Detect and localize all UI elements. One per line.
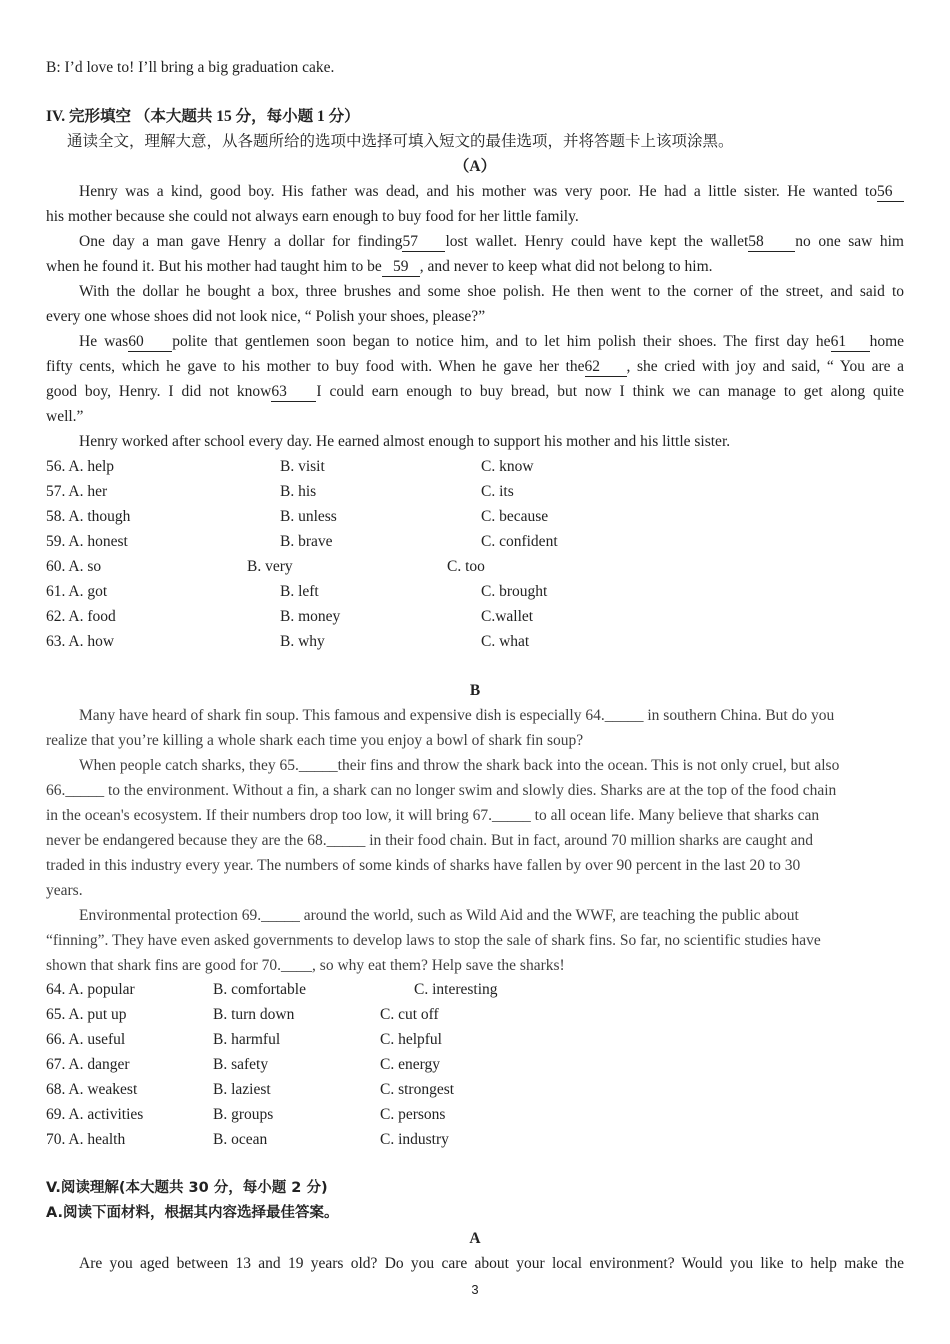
option-c[interactable]: C. because (481, 508, 549, 525)
option-b[interactable]: B. groups (213, 1106, 274, 1123)
passage-a-line: when he found it. But his mother had taught him to be 59 , and never to keep what did not belong to him. (46, 258, 713, 275)
blank-60[interactable]: 60 (128, 332, 172, 352)
option-a[interactable]: 68. A. weakest (46, 1081, 138, 1098)
passage-a-line: He was60 polite that gentlemen soon began to notice him, and to let him polish their shoes. The first day he61 home (79, 333, 904, 350)
option-b[interactable]: B. why (280, 633, 325, 650)
option-a[interactable]: 61. A. got (46, 583, 108, 600)
section-4-heading: IV. 完形填空 （本大题共 15 分，每小题 1 分） (46, 108, 360, 125)
passage-a-line: Henry worked after school every day. He earned almost enough to support his mother and his little sister. (79, 433, 731, 450)
option-c[interactable]: C. its (481, 483, 514, 500)
option-a[interactable]: 60. A. so (46, 558, 102, 575)
option-a[interactable]: 57. A. her (46, 483, 108, 500)
passage-a-line: fifty cents, which he gave to his mother to buy food with. When he gave her the62 , she cried with joy and said, “ You are a (46, 358, 904, 375)
option-c[interactable]: C. know (481, 458, 534, 475)
blank-56[interactable]: 56 (877, 182, 904, 202)
option-b[interactable]: B. harmful (213, 1031, 281, 1048)
option-c[interactable]: C. interesting (414, 981, 498, 998)
passage-b-line: Many have heard of shark fin soup. This famous and expensive dish is especially 64._____ in southern China. But do you (79, 707, 835, 724)
option-c[interactable]: C. persons (380, 1106, 446, 1123)
option-a[interactable]: 65. A. put up (46, 1006, 127, 1023)
option-c[interactable]: C.wallet (481, 608, 534, 625)
blank-63[interactable]: 63 (271, 382, 316, 402)
option-c[interactable]: C. energy (380, 1056, 440, 1073)
option-b[interactable]: B. very (247, 558, 293, 575)
option-a[interactable]: 64. A. popular (46, 981, 135, 998)
passage-a-line: good boy, Henry. I did not know63 I could earn enough to buy bread, but now I think we can manage to get along quite (46, 383, 904, 400)
reading-passage-a-line: Are you aged between 13 and 19 years old? Do you care about your local environment? Would you like to help make the (79, 1255, 904, 1272)
option-c[interactable]: C. too (447, 558, 485, 575)
passage-a-line: With the dollar he bought a box, three brushes and some shoe polish. He then went to the corner of the street, and said to (79, 283, 904, 300)
section-5-heading: V.阅读理解(本大题共 30 分，每小题 2 分) (46, 1180, 328, 1196)
passage-b-line: never be endangered because they are the 68._____ in their food chain. But in fact, around 70 million sharks are caught and (46, 832, 813, 849)
passage-b-line: in the ocean's ecosystem. If their numbers drop too low, it will bring 67._____ to all ocean life. Many believe that sharks can (46, 807, 820, 824)
option-c[interactable]: C. cut off (380, 1006, 439, 1023)
dialogue-line: B: I’d love to! I’ll bring a big graduation cake. (46, 59, 335, 76)
option-a[interactable]: 59. A. honest (46, 533, 128, 550)
option-a[interactable]: 62. A. food (46, 608, 116, 625)
option-a[interactable]: 63. A. how (46, 633, 115, 650)
blank-61[interactable]: 61 (831, 332, 870, 352)
option-c[interactable]: C. strongest (380, 1081, 455, 1098)
option-b[interactable]: B. brave (280, 533, 333, 550)
page-number: 3 (471, 1282, 479, 1297)
passage-a-title: （A） (453, 158, 497, 175)
passage-b-line: shown that shark fins are good for 70.____, so why eat them? Help save the sharks! (46, 957, 565, 974)
option-b[interactable]: B. laziest (213, 1081, 271, 1098)
option-a[interactable]: 70. A. health (46, 1131, 126, 1148)
option-b[interactable]: B. turn down (213, 1006, 295, 1023)
option-a[interactable]: 69. A. activities (46, 1106, 144, 1123)
passage-a-line: every one whose shoes did not look nice, “ Polish your shoes, please?” (46, 308, 486, 325)
option-a[interactable]: 56. A. help (46, 458, 115, 475)
option-b[interactable]: B. visit (280, 458, 325, 475)
passage-b-line: When people catch sharks, they 65._____their fins and throw the shark back into the ocean. This is not only cruel, but also (79, 757, 840, 774)
option-a[interactable]: 58. A. though (46, 508, 131, 525)
option-b[interactable]: B. safety (213, 1056, 269, 1073)
passage-a-line: well.” (46, 408, 84, 425)
section-4-instruction: 通读全文，理解大意，从各题所给的选项中选择可填入短文的最佳选项，并将答题卡上该项涂黑。 (67, 133, 734, 150)
section-5-subheading: A.阅读下面材料，根据其内容选择最佳答案。 (46, 1205, 339, 1221)
passage-b-line: realize that you’re killing a whole shark each time you enjoy a bowl of shark fin soup? (46, 732, 584, 749)
option-c[interactable]: C. confident (481, 533, 558, 550)
blank-58[interactable]: 58 (748, 232, 795, 252)
passage-b-line: “finning”. They have even asked governments to develop laws to stop the sale of shark fins. So far, no scientific studies have (46, 932, 821, 949)
option-c[interactable]: C. what (481, 633, 530, 650)
blank-57[interactable]: 57 (402, 232, 445, 252)
option-a[interactable]: 67. A. danger (46, 1056, 130, 1073)
option-c[interactable]: C. industry (380, 1131, 449, 1148)
passage-a-line: Henry was a kind, good boy. His father was dead, and his mother was very poor. He had a little sister. He wanted to56 (46, 179, 904, 204)
blank-62[interactable]: 62 (585, 357, 627, 377)
passage-a-line: his mother because she could not always earn enough to buy food for her little family. (46, 208, 579, 225)
option-a[interactable]: 66. A. useful (46, 1031, 126, 1048)
passage-b-line: traded in this industry every year. The numbers of some kinds of sharks have fallen by over 90 percent in the last 20 to 30 (46, 857, 801, 874)
option-b[interactable]: B. ocean (213, 1131, 268, 1148)
blank-59[interactable]: 59 (382, 257, 420, 277)
option-b[interactable]: B. his (280, 483, 317, 500)
option-c[interactable]: C. brought (481, 583, 548, 600)
passage-b-title: B (469, 682, 481, 699)
passage-a-line: One day a man gave Henry a dollar for finding57 lost wallet. Henry could have kept the wallet58 no one saw him (79, 233, 904, 250)
passage-b-line: years. (46, 882, 83, 899)
option-c[interactable]: C. helpful (380, 1031, 442, 1048)
reading-passage-a-title: A (469, 1230, 481, 1247)
option-b[interactable]: B. unless (280, 508, 337, 525)
passage-b-line: 66._____ to the environment. Without a fin, a shark can no longer swim and slowly dies. Sharks are at the top of the food chain (46, 782, 837, 799)
option-b[interactable]: B. money (280, 608, 341, 625)
passage-b-line: Environmental protection 69._____ around the world, such as Wild Aid and the WWF, are teaching the public about (79, 907, 799, 924)
option-b[interactable]: B. comfortable (213, 981, 306, 998)
option-b[interactable]: B. left (280, 583, 319, 600)
